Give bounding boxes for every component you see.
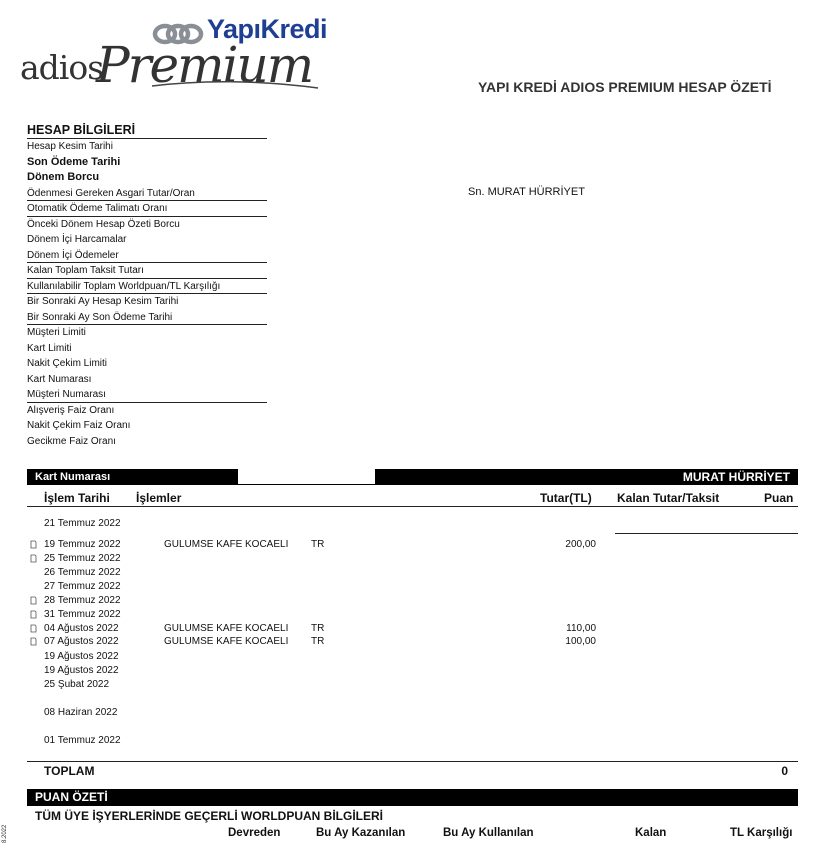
card-number-bar — [27, 469, 798, 485]
info-row: Kalan Toplam Taksit Tutarı — [27, 263, 267, 279]
info-row: Ödenmesi Gereken Asgari Tutar/Oran — [27, 186, 267, 202]
doc-icon — [30, 637, 37, 646]
tx-date: 19 Ağustos 2022 — [44, 651, 119, 662]
table-row — [30, 707, 800, 721]
redaction-box — [238, 468, 375, 484]
doc-icon — [30, 596, 37, 605]
tx-date: 19 Temmuz 2022 — [44, 539, 121, 550]
col-header-remaining-points: Kalan — [635, 827, 667, 839]
tx-amount: 110,00 — [566, 623, 596, 634]
tx-date: 25 Temmuz 2022 — [44, 553, 121, 564]
total-value: 0 — [781, 764, 788, 778]
col-header-carried: Devreden — [228, 827, 281, 839]
info-row: Gecikme Faiz Oranı — [27, 435, 116, 447]
tx-amount: 100,00 — [565, 636, 596, 647]
info-row: Müşteri Numarası — [27, 387, 267, 403]
tx-date: 08 Haziran 2022 — [44, 707, 118, 718]
tx-city: KOCAELI — [245, 623, 289, 634]
table-row — [30, 581, 800, 595]
points-summary-bar — [27, 789, 798, 806]
doc-icon — [30, 624, 37, 633]
card-number-label: Kart Numarası — [35, 471, 111, 483]
tx-date: 31 Temmuz 2022 — [44, 609, 121, 620]
header-divider — [27, 506, 798, 507]
col-header-date: İşlem Tarihi — [44, 491, 110, 505]
info-row: Kart Limiti — [27, 342, 72, 354]
brand-name: YapıKredi — [207, 14, 328, 44]
tx-city: KOCAELI — [245, 636, 289, 647]
worldpuan-title: TÜM ÜYE İŞYERLERİNDE GEÇERLİ WORLDPUAN BİLGİLERİ — [35, 809, 384, 823]
doc-icon — [30, 540, 37, 549]
info-row: Kullanılabilir Toplam Worldpuan/TL Karşılığı — [27, 279, 267, 295]
tx-country: TR — [311, 539, 325, 550]
customer-name: Sn. MURAT HÜRRİYET — [468, 186, 585, 198]
col-header-used: Bu Ay Kullanılan — [443, 827, 534, 839]
col-header-amount: Tutar(TL) — [540, 491, 592, 505]
tx-date: 26 Temmuz 2022 — [44, 567, 121, 578]
table-row — [30, 539, 800, 553]
account-info-title: HESAP BİLGİLERİ — [27, 122, 267, 139]
total-label: TOPLAM — [44, 764, 95, 778]
table-row — [30, 609, 800, 623]
statement-title: YAPI KREDİ ADIOS PREMIUM HESAP ÖZETİ — [478, 79, 772, 95]
col-header-desc: İşlemler — [136, 491, 182, 505]
table-row — [30, 636, 800, 650]
table-row — [30, 567, 800, 581]
table-row — [30, 665, 800, 679]
tx-country: TR — [311, 623, 325, 634]
col-header-points: Puan — [764, 491, 794, 505]
tx-country: TR — [311, 636, 325, 647]
tx-merchant: GULUMSE KAFE — [164, 623, 243, 634]
adios-logo-text: adios — [20, 48, 104, 87]
info-row: Dönem İçi Ödemeler — [27, 248, 267, 264]
tx-date: 19 Ağustos 2022 — [44, 665, 119, 676]
table-row — [30, 679, 800, 693]
info-row: Nakit Çekim Limiti — [27, 358, 108, 369]
col-header-tl-equivalent: TL Karşılığı — [730, 827, 793, 839]
card-holder-name: MURAT HÜRRİYET — [682, 470, 790, 484]
tx-merchant: GULUMSE KAFE — [164, 539, 243, 550]
info-row: Son Ödeme Tarihi — [27, 155, 121, 168]
info-row: Alışveriş Faiz Oranı — [27, 404, 115, 416]
tx-date: 28 Temmuz 2022 — [44, 595, 121, 606]
section-divider — [615, 533, 798, 534]
tx-date: 07 Ağustos 2022 — [44, 636, 119, 647]
tx-amount: 200,00 — [565, 539, 596, 550]
info-row: Otomatik Ödeme Talimatı Oranı — [27, 201, 267, 217]
account-info — [27, 122, 267, 449]
info-row: Müşteri Limiti — [27, 327, 86, 338]
tx-date: 27 Temmuz 2022 — [44, 581, 121, 592]
info-row: Nakit Çekim Faiz Oranı — [27, 420, 131, 431]
doc-icon — [30, 554, 37, 563]
points-summary-label: PUAN ÖZETİ — [35, 790, 108, 804]
info-row: Kart Numarası — [27, 373, 92, 385]
tx-city: KOCAELI — [245, 539, 289, 550]
tx-date: 04 Ağustos 2022 — [44, 623, 119, 634]
info-row: Dönem Borcu — [27, 171, 100, 183]
logo-swoosh-icon — [150, 78, 320, 92]
info-row: Dönem İçi Harcamalar — [27, 234, 127, 245]
total-divider — [27, 761, 798, 762]
col-header-remaining: Kalan Tutar/Taksit — [617, 491, 720, 505]
table-row — [30, 651, 800, 665]
table-row — [30, 595, 800, 609]
tx-merchant: GULUMSE KAFE — [164, 636, 243, 647]
info-row: Bir Sonraki Ay Hesap Kesim Tarihi — [27, 296, 179, 307]
side-note: 8.2022 — [2, 824, 8, 843]
tx-date: 25 Şubat 2022 — [44, 679, 110, 690]
info-row: Bir Sonraki Ay Son Ödeme Tarihi — [27, 310, 267, 326]
info-row: Hesap Kesim Tarihi — [27, 141, 113, 152]
info-row: Önceki Dönem Hesap Özeti Borcu — [27, 218, 180, 230]
doc-icon — [30, 610, 37, 619]
col-header-earned: Bu Ay Kazanılan — [316, 827, 406, 839]
tx-date: 01 Temmuz 2022 — [44, 735, 121, 746]
table-row — [30, 518, 800, 532]
premium-logo-text: Premium — [96, 36, 313, 94]
table-row — [30, 735, 800, 749]
table-row — [30, 623, 800, 637]
tx-date: 21 Temmuz 2022 — [44, 518, 121, 529]
table-row — [30, 553, 800, 567]
